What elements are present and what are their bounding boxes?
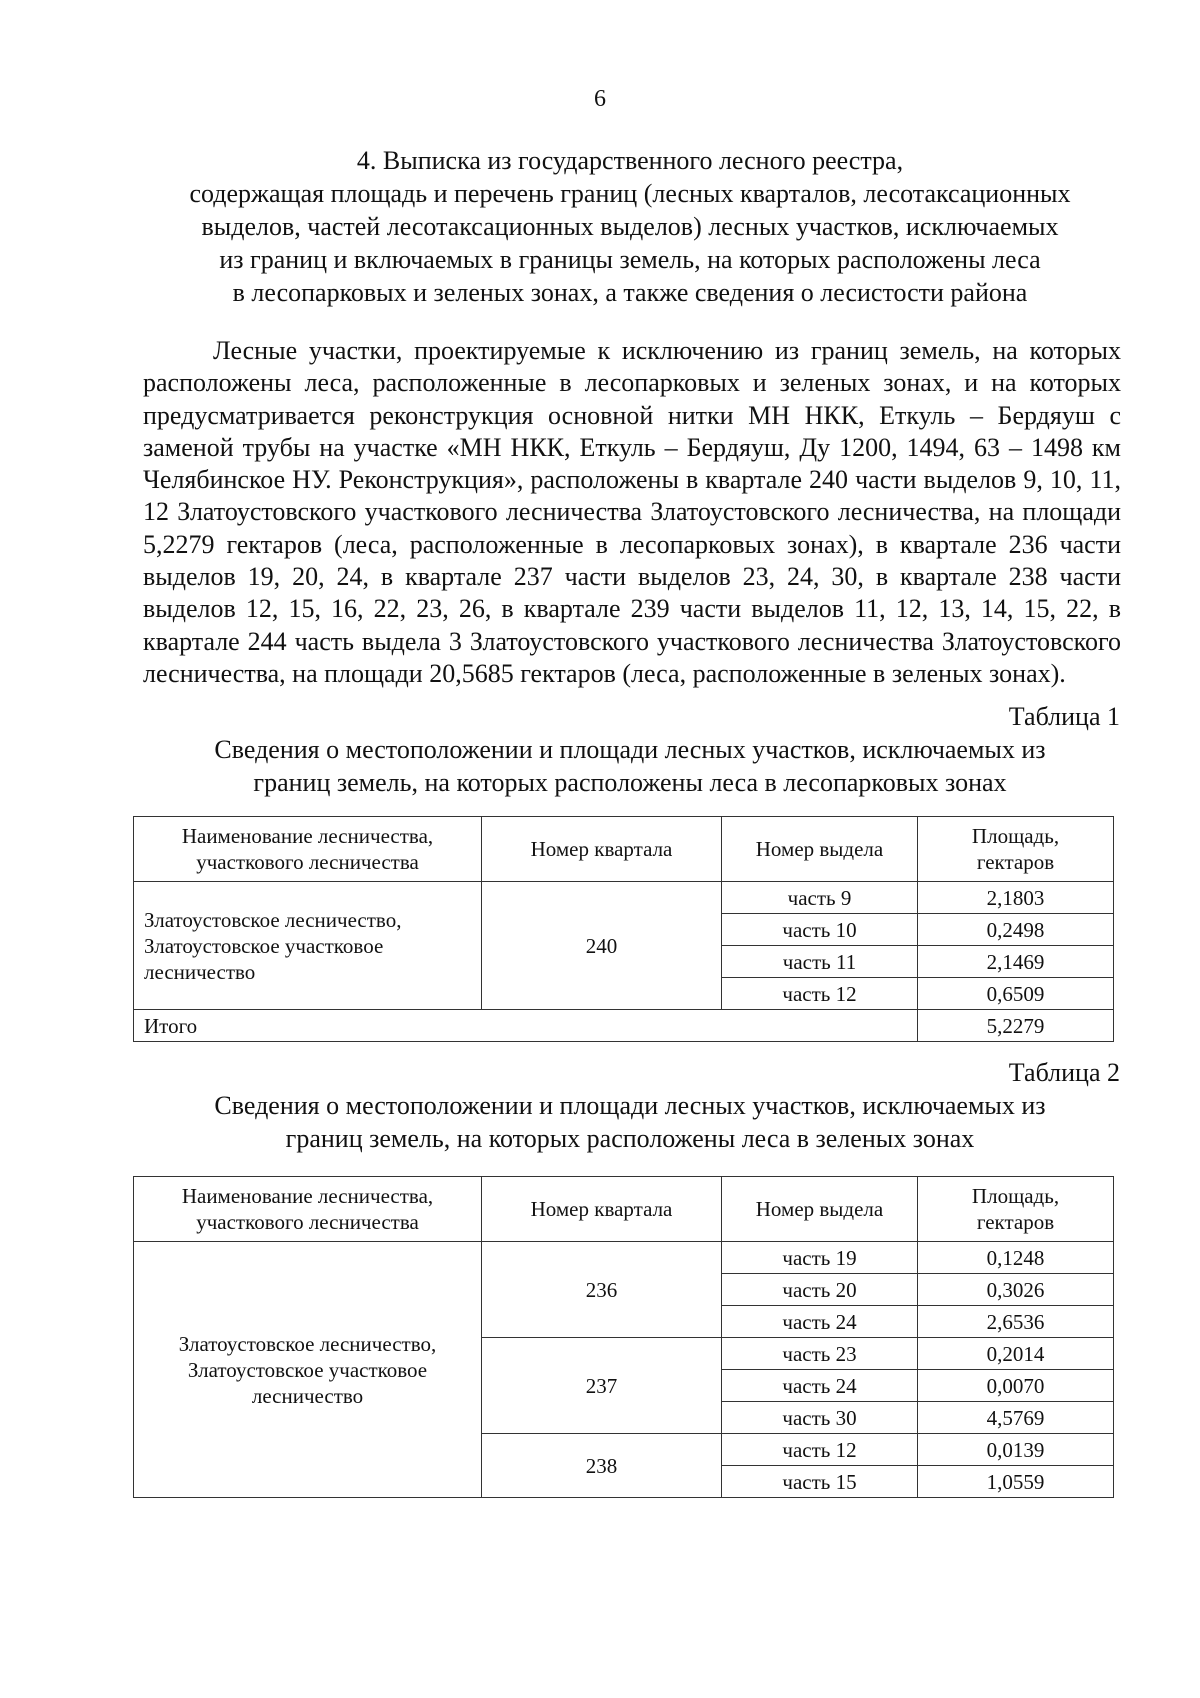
allotment-cell: часть 30 bbox=[722, 1402, 918, 1434]
allotment-cell: часть 24 bbox=[722, 1370, 918, 1402]
section-title-line: 4. Выписка из государственного лесного реестра, bbox=[356, 146, 904, 175]
header-allotment: Номер выдела bbox=[722, 1177, 918, 1242]
table2 bbox=[133, 1176, 1114, 1498]
table-row bbox=[134, 882, 1114, 914]
header-forestry bbox=[134, 817, 482, 882]
table-row bbox=[134, 1242, 1114, 1274]
allotment-cell: часть 11 bbox=[722, 946, 918, 978]
forestry-name-line: лесничество bbox=[144, 959, 256, 984]
table2-caption-line: границ земель, на которых расположены леса в зеленых зонах bbox=[285, 1124, 975, 1153]
allotment-cell: часть 24 bbox=[722, 1306, 918, 1338]
section-title-line: выделов, частей лесотаксационных выделов) лесных участков, исключаемых bbox=[201, 212, 1059, 241]
header-area-line: гектаров bbox=[976, 850, 1055, 874]
table1-label: Таблица 1 bbox=[1008, 702, 1120, 731]
section-title-line: содержащая площадь и перечень границ (лесных кварталов, лесотаксационных bbox=[189, 179, 1071, 208]
body-paragraph: Лесные участки, проектируемые к исключению из границ земель, на которых расположены леса, расположенные в лесопарковых и зеленых зонах, и на которых предусматривается реконструкция основной нитки МН НКК, Еткуль – Бердяуш с заменой трубы на участке «МН НКК, Еткуль – Бердяуш, Ду 1200, 1494, 63 – 1498 км Челябинское НУ. Реконструкция», расположены в квартале 240 части выделов 9, 10, 11, 12 Златоустовского участкового лесничества Златоустовского лесничества, на площади 5,2279 гектаров (леса, расположенные в лесопарковых зонах), в квартале 236 части выделов 19, 20, 24, в квартале 237 части выделов 23, 24, 30, в квартале 238 части выделов 12, 15, 16, 22, 23, 26, в квартале 239 части выделов 11, 12, 13, 14, 15, 22, в квартале 244 часть выдела 3 Златоустовского участкового лесничества Златоустовского лесничества, на площади 20,5685 гектаров (леса, расположенные в зеленых зонах). bbox=[143, 336, 1121, 688]
header-allotment: Номер выдела bbox=[722, 817, 918, 882]
forestry-name-line: Златоустовское лесничество, bbox=[178, 1331, 437, 1356]
table1-caption bbox=[140, 733, 1120, 799]
header-forestry-line: Наименование лесничества, bbox=[181, 1184, 434, 1208]
table1-caption-line: Сведения о местоположении и площади лесных участков, исключаемых из bbox=[214, 735, 1046, 764]
quarter-cell: 236 bbox=[482, 1242, 722, 1338]
allotment-cell: часть 23 bbox=[722, 1338, 918, 1370]
header-forestry-line: участкового лесничества bbox=[196, 850, 419, 874]
table2-caption bbox=[140, 1089, 1120, 1155]
forestry-name-line: Златоустовское лесничество, bbox=[144, 907, 402, 932]
header-forestry-line: участкового лесничества bbox=[196, 1210, 419, 1234]
forestry-name-cell bbox=[134, 882, 482, 1010]
header-forestry-line: Наименование лесничества, bbox=[181, 824, 434, 848]
header-area-line: гектаров bbox=[976, 1210, 1055, 1234]
allotment-cell: часть 15 bbox=[722, 1466, 918, 1498]
allotment-cell: часть 9 bbox=[722, 882, 918, 914]
header-area bbox=[918, 817, 1114, 882]
area-cell: 0,3026 bbox=[918, 1274, 1114, 1306]
allotment-cell: часть 20 bbox=[722, 1274, 918, 1306]
total-label: Итого bbox=[134, 1010, 918, 1042]
quarter-cell: 240 bbox=[482, 882, 722, 1010]
area-cell: 0,6509 bbox=[918, 978, 1114, 1010]
quarter-cell: 238 bbox=[482, 1434, 722, 1498]
section-title-line: в лесопарковых и зеленых зонах, а также сведения о лесистости района bbox=[232, 278, 1028, 307]
forestry-name-line: лесничество bbox=[251, 1383, 364, 1408]
total-value: 5,2279 bbox=[918, 1010, 1114, 1042]
area-cell: 2,1469 bbox=[918, 946, 1114, 978]
area-cell: 0,0070 bbox=[918, 1370, 1114, 1402]
area-cell: 2,6536 bbox=[918, 1306, 1114, 1338]
area-cell: 4,5769 bbox=[918, 1402, 1114, 1434]
forestry-name-line: Златоустовское участковое bbox=[187, 1357, 428, 1382]
table-header-row bbox=[134, 817, 1114, 882]
header-quarter: Номер квартала bbox=[482, 1177, 722, 1242]
area-cell: 0,2498 bbox=[918, 914, 1114, 946]
header-area-line: Площадь, bbox=[971, 1184, 1060, 1208]
area-cell: 1,0559 bbox=[918, 1466, 1114, 1498]
area-cell: 0,2014 bbox=[918, 1338, 1114, 1370]
allotment-cell: часть 19 bbox=[722, 1242, 918, 1274]
table2-label: Таблица 2 bbox=[1008, 1058, 1120, 1087]
header-area-line: Площадь, bbox=[971, 824, 1060, 848]
header-quarter: Номер квартала bbox=[482, 817, 722, 882]
table1 bbox=[133, 816, 1114, 1042]
page-number: 6 bbox=[594, 86, 606, 112]
table1-caption-line: границ земель, на которых расположены леса в лесопарковых зонах bbox=[253, 768, 1007, 797]
forestry-name-cell bbox=[134, 1242, 482, 1498]
area-cell: 0,0139 bbox=[918, 1434, 1114, 1466]
section-title bbox=[140, 144, 1120, 309]
table-total-row bbox=[134, 1010, 1114, 1042]
header-forestry bbox=[134, 1177, 482, 1242]
forestry-name-line: Златоустовское участковое bbox=[144, 933, 384, 958]
allotment-cell: часть 12 bbox=[722, 978, 918, 1010]
table-header-row bbox=[134, 1177, 1114, 1242]
area-cell: 0,1248 bbox=[918, 1242, 1114, 1274]
table2-caption-line: Сведения о местоположении и площади лесных участков, исключаемых из bbox=[214, 1091, 1046, 1120]
allotment-cell: часть 12 bbox=[722, 1434, 918, 1466]
header-area bbox=[918, 1177, 1114, 1242]
quarter-cell: 237 bbox=[482, 1338, 722, 1434]
section-title-line: из границ и включаемых в границы земель, на которых расположены леса bbox=[219, 245, 1041, 274]
allotment-cell: часть 10 bbox=[722, 914, 918, 946]
area-cell: 2,1803 bbox=[918, 882, 1114, 914]
